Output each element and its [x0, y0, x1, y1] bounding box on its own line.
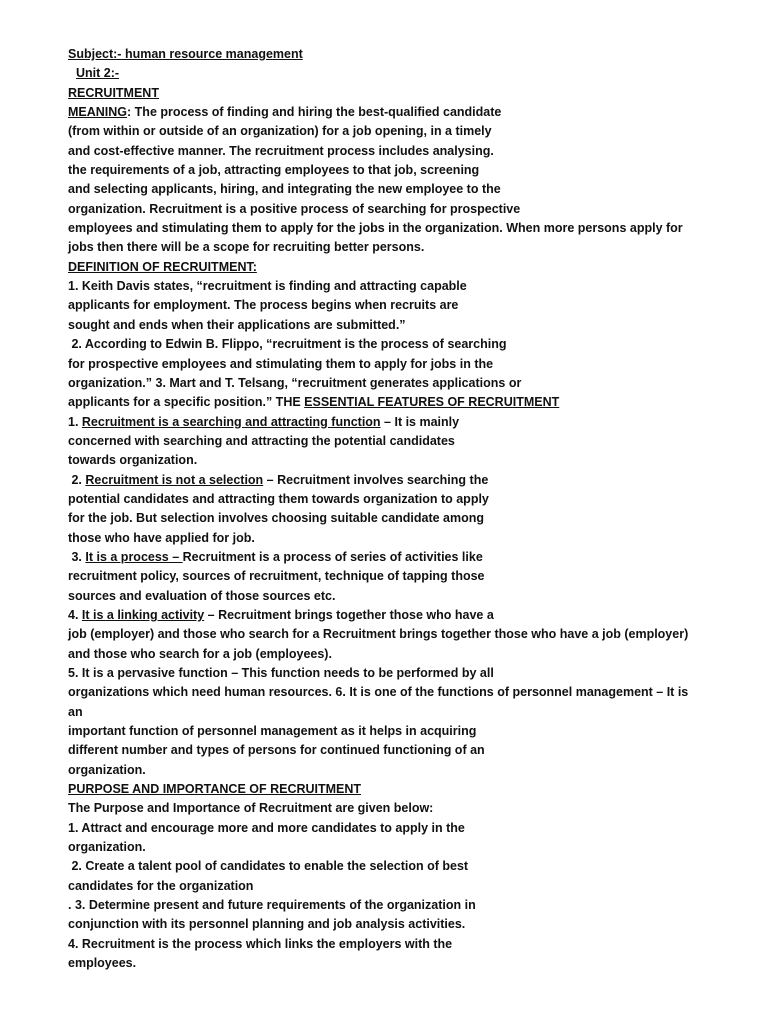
features-heading: ESSENTIAL FEATURES OF RECRUITMENT [304, 395, 560, 410]
feature-1-text: concerned with searching and attracting the potential candidates [68, 433, 455, 448]
features-heading-line [68, 393, 768, 412]
features-prefix: applicants for a specific position.” THE [68, 395, 305, 410]
subject-title: Subject:- human resource management [68, 47, 303, 61]
purpose-text: conjunction with its personnel planning and job analysis activities. [68, 917, 466, 932]
feature-2-line [68, 471, 768, 490]
definition-text: organization.” 3. Mart and T. Telsang, “recruitment generates applications or [68, 375, 522, 390]
feature-2-title: Recruitment is not a selection [85, 472, 264, 487]
meaning-label: MEANING [68, 105, 128, 120]
purpose-heading-line [68, 780, 768, 799]
feature-4-text: – Recruitment brings together those who have a [204, 607, 494, 622]
feature-number: 4. [68, 607, 82, 622]
feature-6-text: different number and types of persons for continued functioning of an [68, 743, 485, 758]
feature-4-title: It is a linking activity [81, 607, 205, 622]
feature-1-text: – It is mainly [380, 414, 460, 429]
meaning-text: and cost-effective manner. The recruitment process includes analysing. [68, 143, 494, 158]
meaning-text: : The process of finding and hiring the best-qualified candidate [127, 105, 502, 120]
feature-2-text: for the job. But selection involves choosing suitable candidate among [68, 511, 485, 526]
subject-line [68, 45, 768, 64]
feature-number: 3. [68, 549, 86, 564]
feature-5-text: organizations which need human resources. 6. It is one of the functions of personnel management – It is [68, 685, 689, 700]
purpose-text: candidates for the organization [68, 878, 254, 893]
feature-3-text: recruitment policy, sources of recruitment, technique of tapping those [68, 569, 485, 584]
purpose-text: 1. Attract and encourage more and more candidates to apply in the [68, 820, 465, 835]
meaning-text: jobs then there will be a scope for recruiting better persons. [68, 240, 425, 255]
feature-6-text: an [68, 704, 83, 719]
feature-4-text: and those who search for a job (employees). [68, 646, 332, 661]
feature-number: 1. [68, 414, 82, 429]
meaning-text: and selecting applicants, hiring, and integrating the new employee to the [68, 182, 501, 197]
definition-text: applicants for employment. The process begins when recruits are [68, 298, 459, 313]
definition-text: 2. According to Edwin B. Flippo, “recruitment is the process of searching [68, 337, 507, 352]
purpose-heading: PURPOSE AND IMPORTANCE OF RECRUITMENT [68, 782, 362, 797]
unit-line [68, 64, 768, 83]
definition-text: for prospective employees and stimulating them to apply for jobs in the [68, 356, 494, 371]
meaning-text: the requirements of a job, attracting employees to that job, screening [68, 163, 480, 178]
definition-text: sought and ends when their applications are submitted.” [68, 317, 406, 332]
definition-text: 1. Keith Davis states, “recruitment is finding and attracting capable [68, 279, 467, 294]
feature-3-title: It is a process – [85, 549, 183, 564]
recruitment-heading: RECRUITMENT [68, 85, 159, 100]
definition-heading: DEFINITION OF RECRUITMENT: [68, 259, 257, 274]
feature-6-text: important function of personnel management as it helps in acquiring [68, 724, 477, 739]
feature-2-text: – Recruitment involves searching the [263, 472, 489, 487]
purpose-text: 4. Recruitment is the process which links the employers with the [68, 936, 453, 951]
meaning-line [68, 103, 768, 122]
feature-3-text: sources and evaluation of those sources etc. [68, 588, 336, 603]
feature-1-title: Recruitment is a searching and attracting function [81, 414, 381, 429]
feature-3-line [68, 548, 768, 567]
purpose-text: 2. Create a talent pool of candidates to enable the selection of best [68, 859, 469, 874]
feature-5-text: 5. It is a pervasive function – This function needs to be performed by all [68, 666, 494, 680]
purpose-text: organization. [68, 840, 146, 855]
purpose-text: . 3. Determine present and future requirements of the organization in [68, 898, 476, 913]
feature-number: 2. [68, 472, 86, 487]
definition-heading-line [68, 258, 768, 277]
feature-1-line [68, 413, 768, 432]
purpose-text: employees. [68, 956, 137, 971]
feature-2-text: potential candidates and attracting them towards organization to apply [68, 491, 489, 506]
feature-4-line [68, 606, 768, 625]
recruitment-heading-line [68, 84, 768, 103]
purpose-text: The Purpose and Importance of Recruitment are given below: [68, 801, 434, 816]
meaning-text: employees and stimulating them to apply for the jobs in the organization. When more persons apply for [68, 221, 683, 236]
feature-3-text: Recruitment is a process of series of activities like [182, 549, 483, 564]
feature-4-text: job (employer) and those who search for a Recruitment brings together those who have a job (employer) [68, 627, 689, 642]
feature-6-text: organization. [68, 762, 146, 777]
feature-1-text: towards organization. [68, 453, 198, 468]
feature-2-text: those who have applied for job. [68, 530, 255, 545]
unit-title: Unit 2:- [76, 66, 120, 81]
meaning-text: (from within or outside of an organization) for a job opening, in a timely [68, 124, 492, 139]
meaning-text: organization. Recruitment is a positive process of searching for prospective [68, 201, 521, 216]
